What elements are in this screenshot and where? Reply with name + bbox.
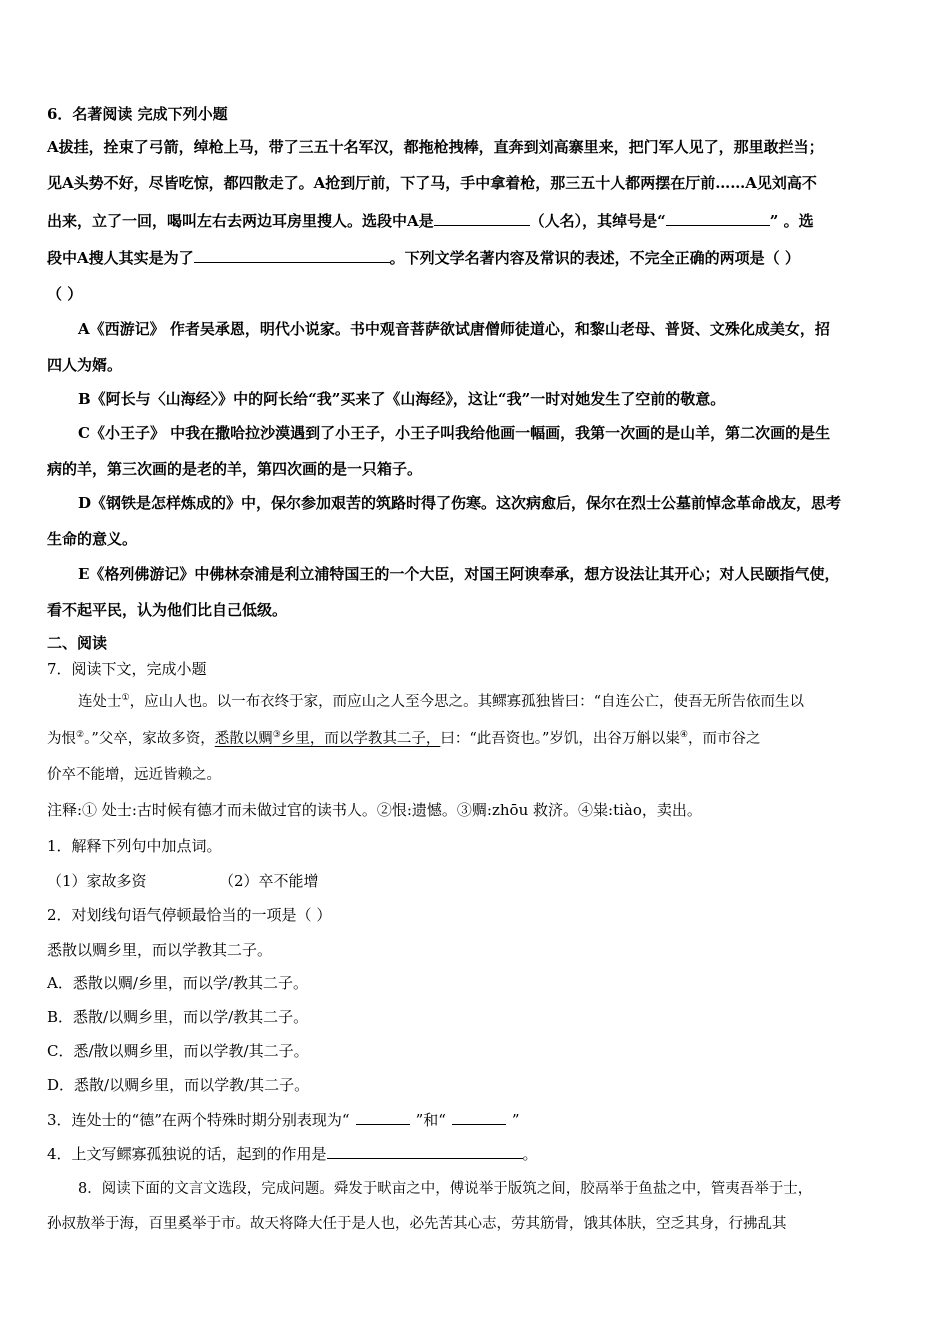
footnote-marker: ④ [679, 730, 688, 741]
q7-text: 连处士 [78, 694, 122, 710]
q7-text: ，应山人也。以一布衣终于家，而应山之人至今思之。其鳏寡孤独皆曰：“自连公亡，使吾无所告依而生以 [129, 694, 804, 710]
q6-passage-line-1: A拔挂，拴束了弓箭，绰枪上马，带了三五十名军汉，都拖枪拽棒，直奔到刘高寨里来，把门军人见了，那里敢拦当； [47, 138, 824, 156]
answer-blank-purpose[interactable] [194, 247, 390, 263]
q7-sub2: 2．对划线句语气停顿最恰当的一项是（ ） [47, 906, 332, 924]
section-2-heading: 二、阅读 [47, 634, 108, 652]
q6-passage-line-2: 见A头势不好，尽皆吃惊，都四散走了。A抢到厅前，下了马，手中拿着枪，那三五十人都两摆在厅前……A见刘高不 [47, 174, 817, 192]
footnote-marker: ③ [272, 730, 281, 741]
q6-option-d-line-2: 生命的意义。 [47, 530, 138, 548]
q7-heading: 7．阅读下文，完成小题 [47, 660, 207, 678]
q7-sub2-option-a: A．悉散以赒/乡里，而以学/教其二子。 [47, 974, 308, 992]
q6-heading: 6．名著阅读 完成下列小题 [47, 105, 228, 123]
q7-passage-line-3: 价卒不能增，远近皆赖之。 [47, 767, 221, 783]
q7-text: 为恨 [47, 731, 76, 747]
q7-sub3-end: ” [511, 1111, 520, 1129]
q7-sub3-prompt: 3．连处士的“德”在两个特殊时期分别表现为“ [47, 1111, 350, 1129]
q6-passage-end: 出来，立了一回，喝叫左右去两边耳房里搜人。 [47, 212, 363, 230]
q8-line-2: 孙叔敖举于海，百里奚举于市。故天将降大任于是人也，必先苦其心志，劳其筋骨，饿其体肤，空乏其身，行拂乱其 [47, 1216, 787, 1232]
q7-passage-line-1 [78, 692, 804, 712]
q7-sub2-option-c: C．悉/散以赒乡里，而以学教/其二子。 [47, 1042, 309, 1060]
q7-sub4-prompt: 4．上文写鳏寡孤独说的话，起到的作用是 [47, 1145, 327, 1163]
q6-passage-line-3 [47, 210, 814, 231]
q6-question-part3: ” 。选 [769, 212, 814, 230]
q6-question-line-2 [47, 247, 800, 268]
q6-purpose-prompt: 段中A搜人其实是为了 [47, 249, 194, 267]
underlined-sentence [215, 731, 441, 747]
q7-sub3-join: ”和“ [415, 1111, 446, 1129]
answer-blank-name[interactable] [434, 210, 530, 226]
q6-question-part2: （人名），其绰号是“ [529, 212, 666, 230]
q7-text: 曰：“此吾资也。”岁饥，出谷万斛以粜 [440, 731, 680, 747]
q7-sub2-sentence: 悉散以赒乡里，而以学教其二子。 [47, 941, 273, 959]
answer-blank-1[interactable] [356, 1109, 410, 1125]
q6-option-a-line-1: A《西游记》 作者吴承恩，明代小说家。书中观音菩萨欲试唐僧师徒道心，和黎山老母、普贤、文殊化成美女，招 [78, 320, 830, 338]
q7-text: ，而市谷之 [687, 731, 761, 747]
answer-blank-nickname[interactable] [666, 210, 770, 226]
q7-notes: 注释:① 处士:古时候有德才而未做过官的读书人。②恨:遗憾。③赒:zhōu 救济。④粜:tiào，卖出。 [47, 801, 702, 819]
q6-option-d-line-1: D《钢铁是怎样炼成的》中，保尔参加艰苦的筑路时得了伤寒。这次病愈后，保尔在烈士公墓前悼念革命战友，思考 [78, 494, 842, 512]
q6-option-a-line-2: 四人为婿。 [47, 356, 123, 374]
footnote-marker: ② [76, 730, 85, 741]
q6-choice-prompt: 。下列文学名著内容及常识的表述，不完全正确的两项是（ ） [389, 249, 800, 267]
answer-blank-function[interactable] [327, 1143, 523, 1159]
answer-blank-2[interactable] [452, 1109, 506, 1125]
q8-line-1: 8．阅读下面的文言文选段，完成问题。舜发于畎亩之中，傅说举于版筑之间，胶鬲举于鱼盐之中，管夷吾举于士， [78, 1181, 813, 1197]
q6-option-c-line-1: C《小王子》 中我在撒哈拉沙漠遇到了小王子，小王子叫我给他画一幅画，我第一次画的是山羊，第二次画的是生 [78, 424, 831, 442]
q7-sub2-option-b: B．悉散/以赒乡里，而以学/教其二子。 [47, 1008, 309, 1026]
q7-sub1: 1．解释下列句中加点词。 [47, 837, 222, 855]
q6-question-part1: 选段中A是 [362, 212, 434, 230]
underlined-text: 乡里，而以学教其二子， [280, 731, 441, 747]
q6-answer-parens: （ ） [47, 285, 83, 303]
q7-text: 。”父卒，家故多资， [84, 731, 215, 747]
q7-sub3 [47, 1109, 520, 1130]
q6-option-e-line-2: 看不起平民，认为他们比自己低级。 [47, 601, 288, 619]
q6-option-c-line-2: 病的羊，第三次画的是老的羊，第四次画的是一只箱子。 [47, 460, 423, 478]
q7-sub4-end: 。 [522, 1145, 538, 1163]
q7-sub1-item-1: （1）家故多资 [47, 872, 147, 890]
q6-option-b: B《阿长与〈山海经〉》中的阿长给“我”买来了《山海经》，这让“我”一时对她发生了空前的敬意。 [78, 390, 726, 408]
q7-passage-line-2 [47, 729, 760, 749]
q6-option-e-line-1: E《格列佛游记》中佛林奈浦是利立浦特国王的一个大臣，对国王阿谀奉承，想方设法让其开心；对人民颐指气使， [78, 565, 840, 583]
footnote-marker: ① [121, 693, 130, 704]
q7-sub2-option-d: D．悉散/以赒乡里，而以学教/其二子。 [47, 1076, 310, 1094]
q7-sub4 [47, 1143, 538, 1164]
q7-sub1-item-2: （2）卒不能增 [219, 872, 319, 890]
underlined-text: 悉散以赒 [214, 731, 273, 747]
